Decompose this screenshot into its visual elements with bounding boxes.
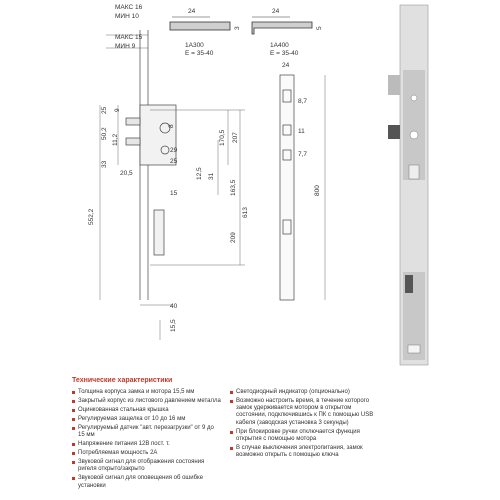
dim-163-5: 163,5 — [230, 179, 237, 196]
spec-item: Регулируемая защелка от 10 до 16 мм — [72, 416, 222, 423]
dim-25: 25 — [101, 106, 108, 114]
dim-170-5: 170,5 — [219, 129, 226, 146]
spec-item: Напряжение питания 12В пост. т. — [72, 441, 222, 448]
spec-item: В случае выключения электропитания, замок возможно открыть с помощью ключа — [230, 445, 380, 459]
dim-29: 29 — [170, 147, 178, 154]
profile2-height: 5 — [316, 26, 323, 30]
min9-label: МИН 9 — [115, 43, 136, 50]
dim-11: 11 — [298, 128, 305, 135]
dim-552-2: 552,2 — [88, 208, 95, 225]
dim-31: 31 — [208, 172, 215, 180]
spec-item: Светодиодный индикатор (опционально) — [230, 389, 380, 396]
min10-label: МИН 10 — [115, 13, 139, 20]
dim-15: 15 — [170, 190, 178, 197]
specs-list-right — [230, 389, 380, 461]
model2-e: Е = 35-40 — [270, 50, 299, 57]
dim-800: 800 — [314, 185, 321, 196]
dim-15-5: 15,5 — [170, 319, 177, 332]
specs-title: Технические характеристики — [72, 377, 173, 384]
dim-207: 207 — [232, 132, 239, 143]
spec-item: Звуковой сигнал для отображения состояния ригеля открыто/закрыто — [72, 459, 222, 473]
spec-item: Потребляемая мощность 2А — [72, 450, 222, 457]
model1-name: 1А300 — [185, 42, 204, 49]
dim-613: 613 — [242, 207, 249, 218]
faceplate-width: 24 — [282, 62, 290, 69]
dim-25b: 25 — [170, 158, 178, 165]
dim-20-5: 20,5 — [120, 170, 133, 177]
max16-label: МАКС 16 — [115, 4, 143, 11]
dim-11-2: 11,2 — [112, 133, 119, 146]
lock-side-view — [100, 30, 245, 340]
spec-item: Возможно настроить время, в течение которого замок удерживается мотором в открытом состоянии, подключившись к ПК с помощью USB кабеля (заводская установка 3 секунды) — [230, 398, 380, 427]
dim-9: 9 — [114, 108, 121, 112]
profile1-width: 24 — [188, 8, 196, 15]
model2-name: 1А400 — [270, 42, 289, 49]
spec-item: Оцинкованная стальная крышка — [72, 407, 222, 414]
profile1-height: 3 — [234, 26, 241, 30]
max15-label: МАКС 15 — [115, 34, 143, 41]
spec-item: Регулируемый датчик "авт. перезагрузки" от 9 до 15 мм — [72, 425, 222, 439]
profile-section-1a300 — [170, 17, 230, 30]
spec-item: При блокировке ручки отключается функция открытия с помощью мотора — [230, 429, 380, 443]
dim-8: 8 — [168, 124, 175, 128]
dim-8-7: 8,7 — [298, 98, 308, 105]
model1-e: Е = 35-40 — [185, 50, 214, 57]
dim-33: 33 — [101, 160, 108, 168]
spec-item: Толщина корпуса замка и мотора 15,5 мм — [72, 389, 222, 396]
spec-item: Звуковой сигнал для оповещения об ошибке установки — [72, 475, 222, 489]
lock-photo — [388, 5, 428, 365]
dim-50-2: 50,2 — [101, 127, 108, 140]
dim-12-5: 12,5 — [196, 167, 203, 180]
dim-40: 40 — [170, 303, 178, 310]
dim-7-7: 7,7 — [298, 151, 308, 158]
dim-209: 209 — [230, 232, 237, 243]
profile2-width: 24 — [272, 8, 280, 15]
spec-item: Закрытый корпус из листового давлением металла — [72, 398, 222, 405]
specs-list-left — [72, 389, 222, 492]
profile-section-1a400 — [252, 17, 312, 34]
